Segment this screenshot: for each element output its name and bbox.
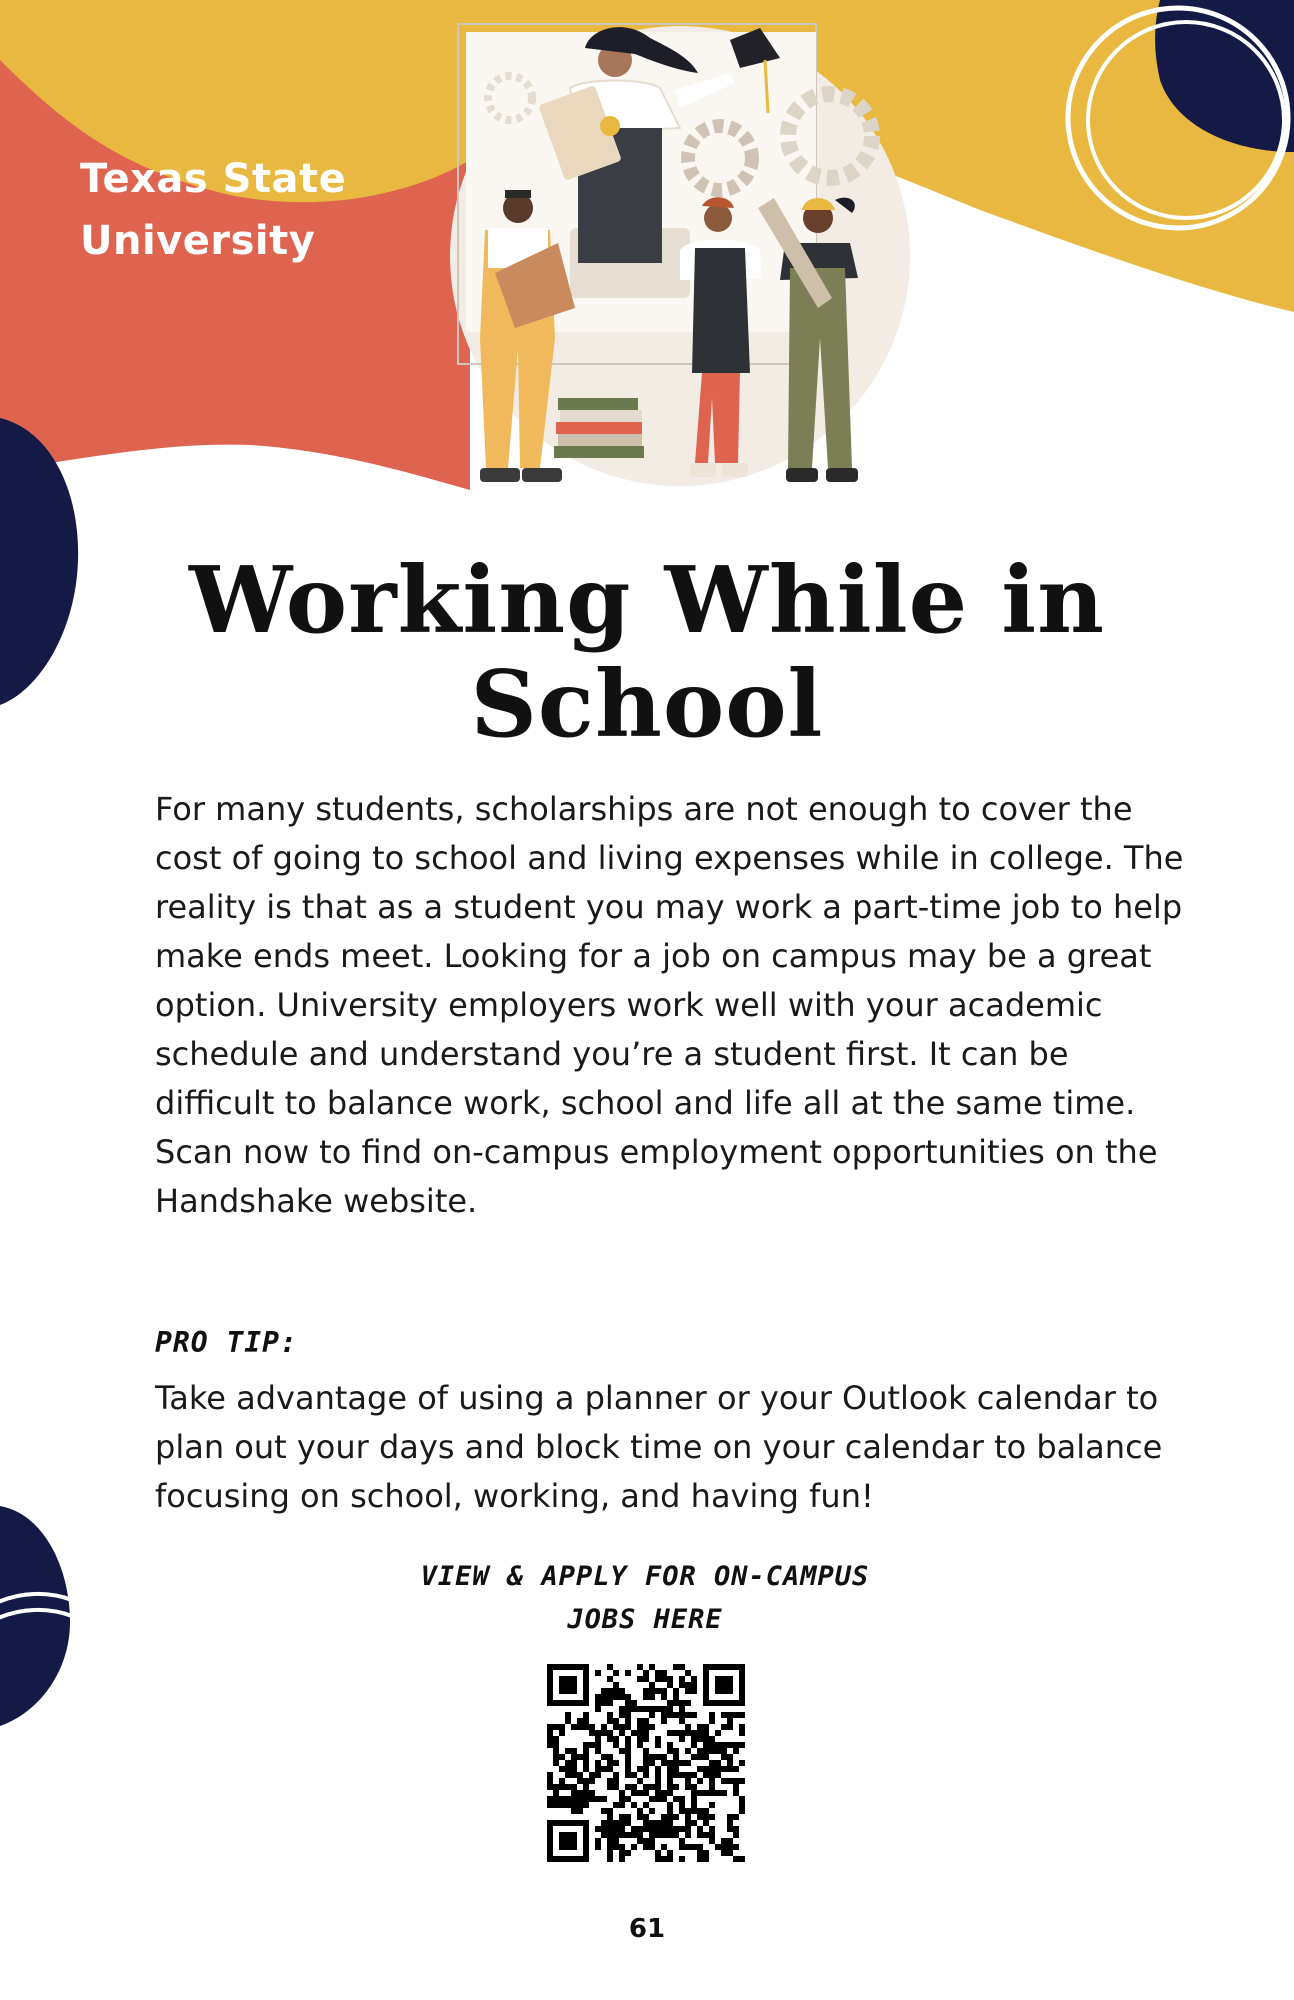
- working-students-illustration: [440, 18, 920, 498]
- page-title-line2: School: [470, 650, 824, 758]
- intro-paragraph: For many students, scholarships are not enough to cover the cost of going to school and living expenses while in college. The reality is that as a student you may work a part-time job to help make ends meet. Looking for a job on campus may be a great option. University employers work well with your academic schedule and understand you’re a student first. It can be difficult to balance work, school and life all at the same time. Scan now to find on-campus employment opportunities on the Handshake website.: [155, 790, 1184, 1220]
- navy-blob-bottom-left: [0, 1506, 70, 1726]
- university-name-line2: University: [80, 218, 316, 264]
- pro-tip-text: Take advantage of using a planner or your Outlook calendar to plan out your days and block time on your calendar to balance focusing on school, working, and having fun!: [155, 1379, 1163, 1515]
- pro-tip-label: PRO TIP:: [155, 1326, 298, 1359]
- university-name: [80, 148, 346, 272]
- qr-caption-line2: JOBS HERE: [567, 1604, 723, 1635]
- university-name-line1: Texas State: [80, 156, 347, 202]
- navy-blob-left: [0, 418, 78, 705]
- page-title-line1: Working While in: [188, 546, 1106, 654]
- page-number: 61: [628, 1914, 666, 1944]
- page-title: [80, 548, 1214, 756]
- qr-caption-line1: VIEW & APPLY FOR ON-CAMPUS: [420, 1561, 870, 1592]
- qr-code[interactable]: [545, 1662, 747, 1864]
- qr-caption: [390, 1555, 900, 1641]
